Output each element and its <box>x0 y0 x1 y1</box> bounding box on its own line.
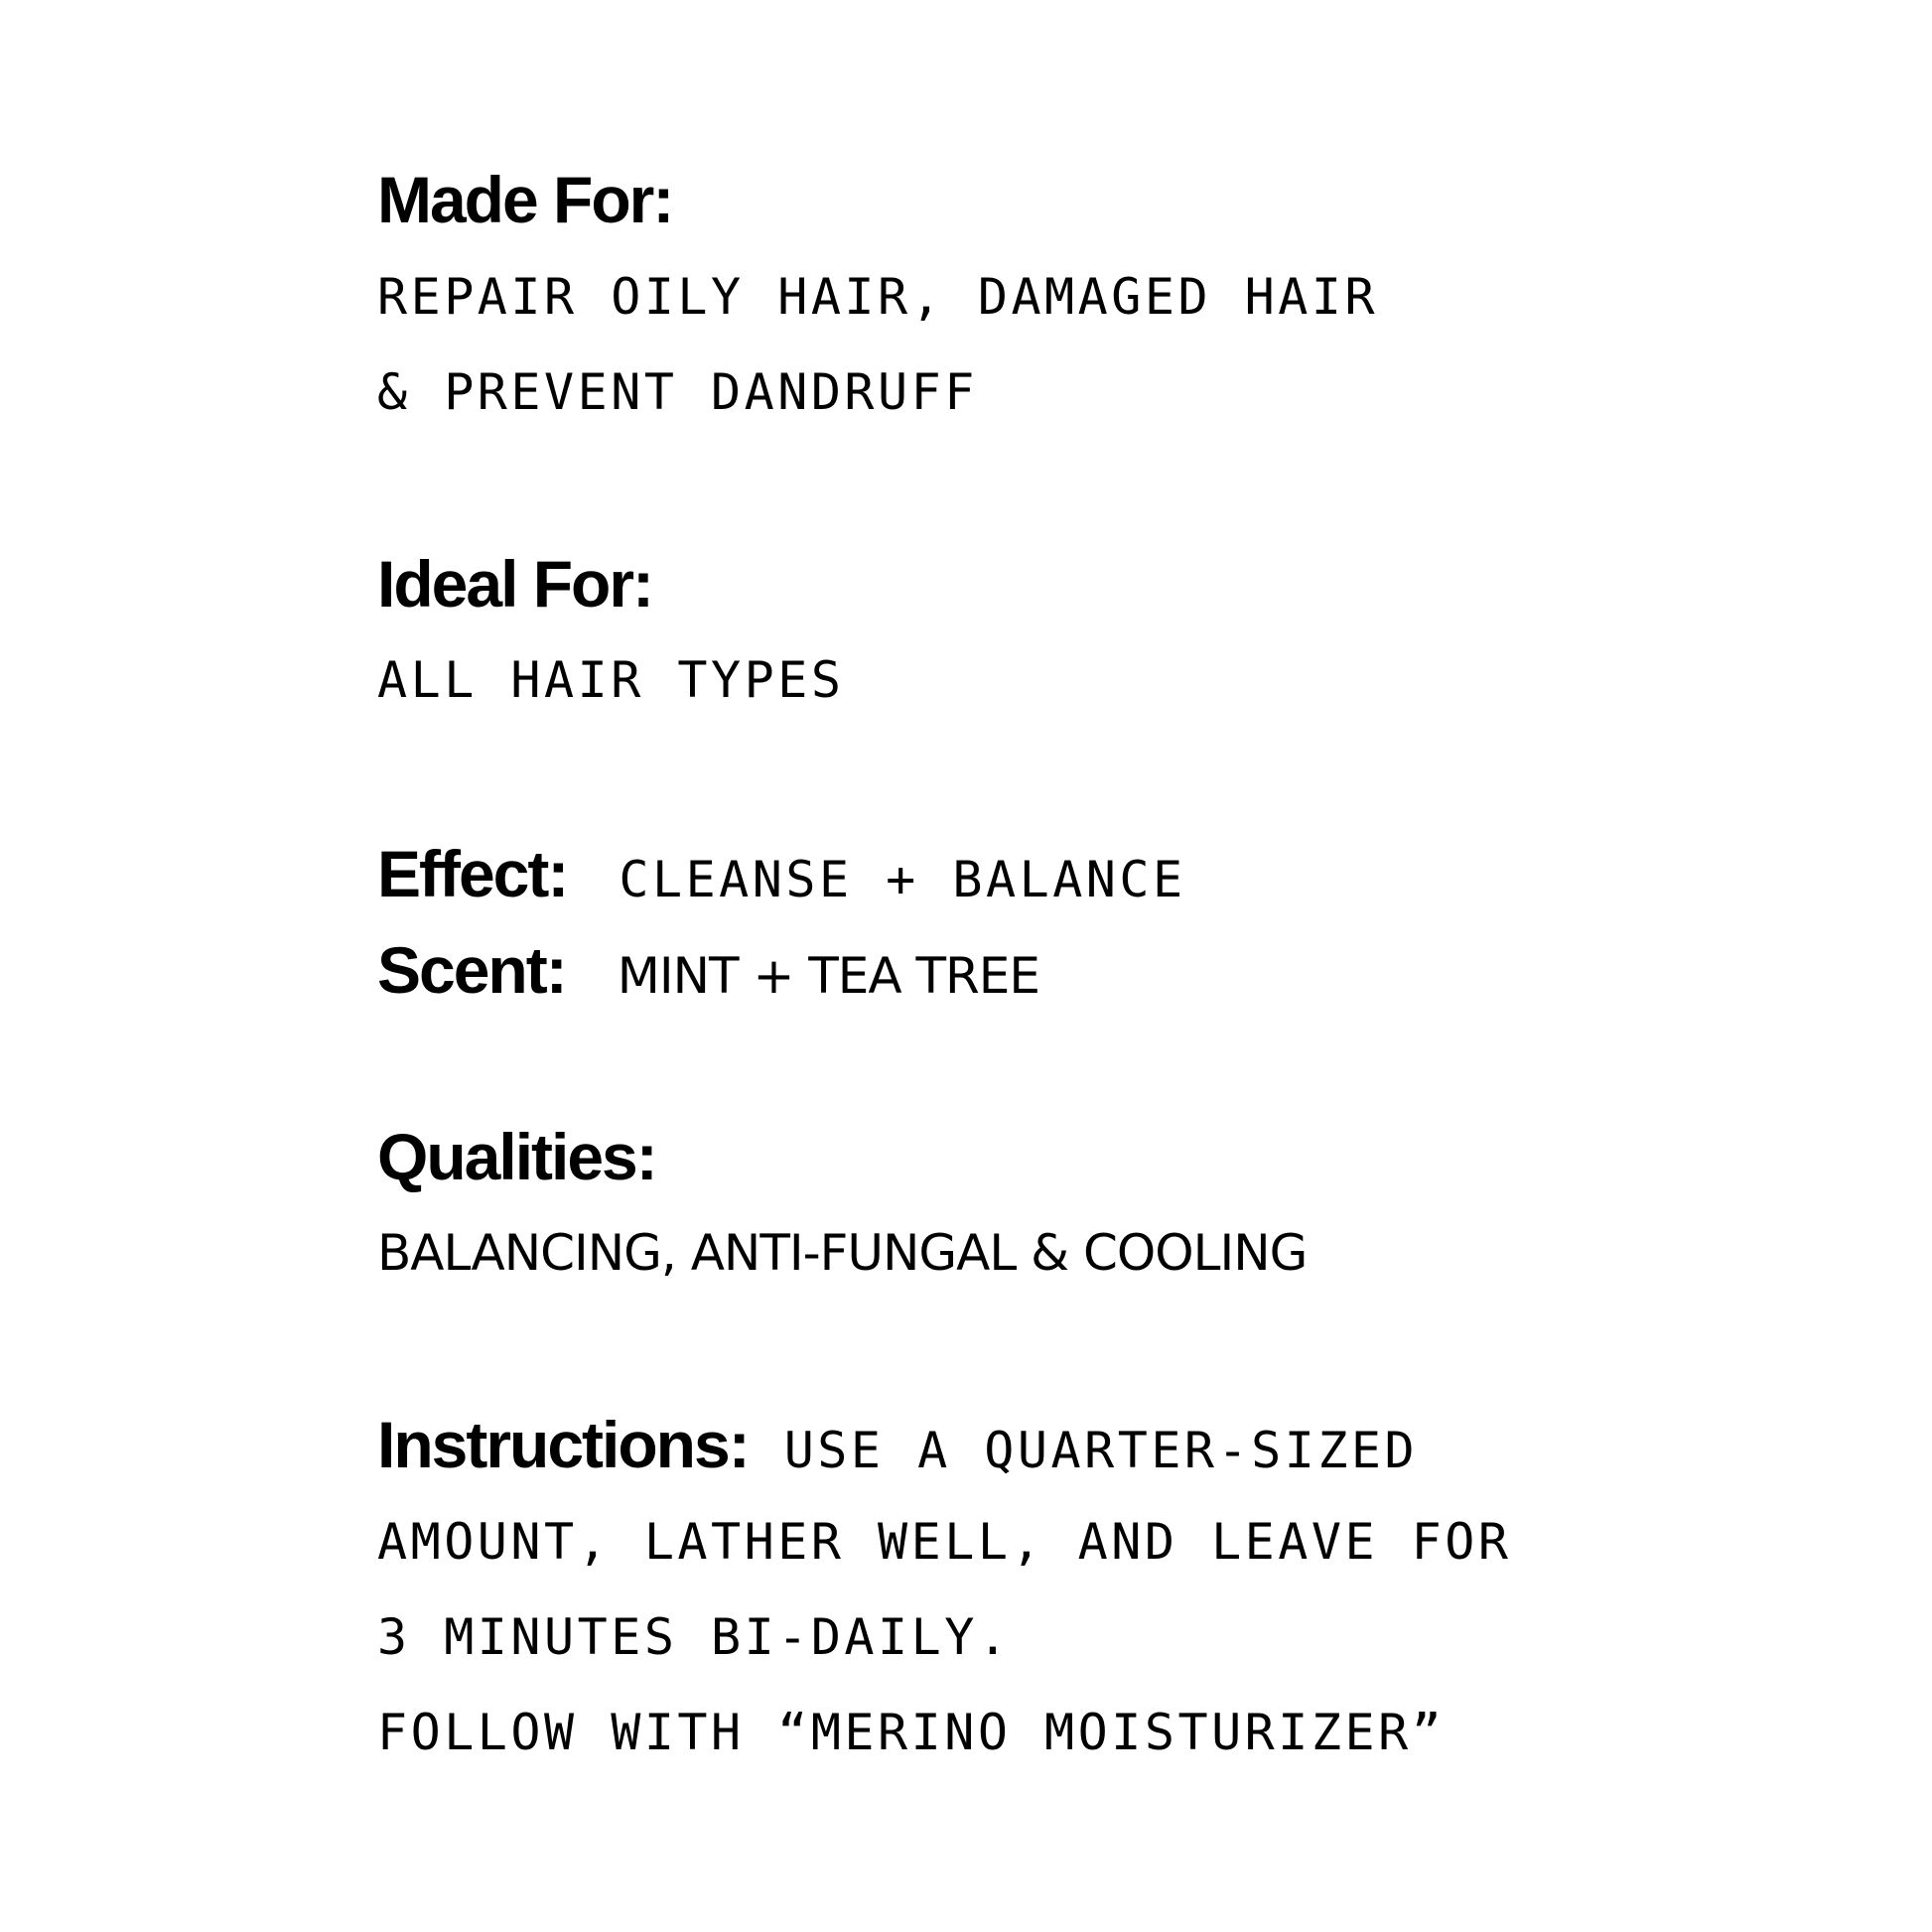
instructions-heading: Instructions: <box>377 1408 749 1481</box>
made-for-heading: Made For: <box>377 163 673 236</box>
instructions-line-3: 3 MINUTES BI-DAILY. <box>377 1608 1012 1666</box>
effect-value: CLEANSE + BALANCE <box>619 851 1186 908</box>
qualities-heading: Qualities: <box>377 1120 656 1193</box>
instructions-row <box>377 1408 1419 1481</box>
instructions-line-2: AMOUNT, LATHER WELL, AND LEAVE FOR <box>377 1513 1512 1571</box>
made-for-line-1: REPAIR OILY HAIR, DAMAGED HAIR <box>377 268 1379 326</box>
scent-row <box>377 933 1039 1007</box>
qualities-line-1: BALANCING, ANTI-FUNGAL & COOLING <box>377 1224 1308 1282</box>
ideal-for-heading: Ideal For: <box>377 547 653 621</box>
effect-row <box>377 837 1186 910</box>
scent-value: MINT + TEA TREE <box>617 947 1039 1005</box>
made-for-line-2: & PREVENT DANDRUFF <box>377 363 978 421</box>
instructions-line-4: FOLLOW WITH “MERINO MOISTURIZER” <box>377 1704 1446 1761</box>
ideal-for-line-1: ALL HAIR TYPES <box>377 651 845 709</box>
effect-heading: Effect: <box>377 837 568 910</box>
scent-heading: Scent: <box>377 933 566 1007</box>
instructions-first-line: USE A QUARTER-SIZED <box>783 1422 1419 1479</box>
